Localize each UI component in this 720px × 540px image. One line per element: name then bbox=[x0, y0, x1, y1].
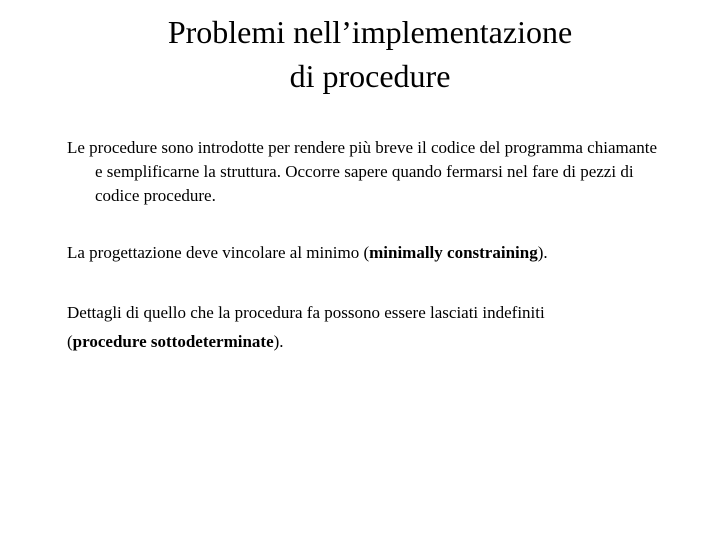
paragraph-procedure-purpose: Le procedure sono introdotte per rendere più breve il codice del programma chiamante e semplificarne la struttura. Occorre sapere quando fermarsi nel fare di pezzi di codice procedure. bbox=[67, 138, 658, 205]
p3-bold-term: procedure sottodeterminate bbox=[72, 332, 274, 351]
p3-line-1: Dettagli di quello che la procedura fa possono essere lasciati indefiniti bbox=[67, 303, 545, 322]
title-line-1: Problemi nell’implementazione bbox=[167, 14, 573, 50]
title-line-2: di procedure bbox=[289, 58, 451, 94]
paragraph-underdetermined-procedures bbox=[67, 298, 545, 356]
p3-text-after: ). bbox=[273, 332, 284, 351]
p3-line-2 bbox=[67, 327, 545, 356]
paragraph-minimally-constraining bbox=[67, 241, 548, 265]
p2-text-before: La progettazione deve vincolare al minimo ( bbox=[67, 243, 370, 262]
p2-text-after: ). bbox=[537, 243, 548, 262]
p3-text-before: ( bbox=[67, 332, 73, 351]
slide-body bbox=[67, 136, 667, 351]
slide-title bbox=[60, 10, 680, 98]
p2-bold-term: minimally constraining bbox=[369, 243, 538, 262]
